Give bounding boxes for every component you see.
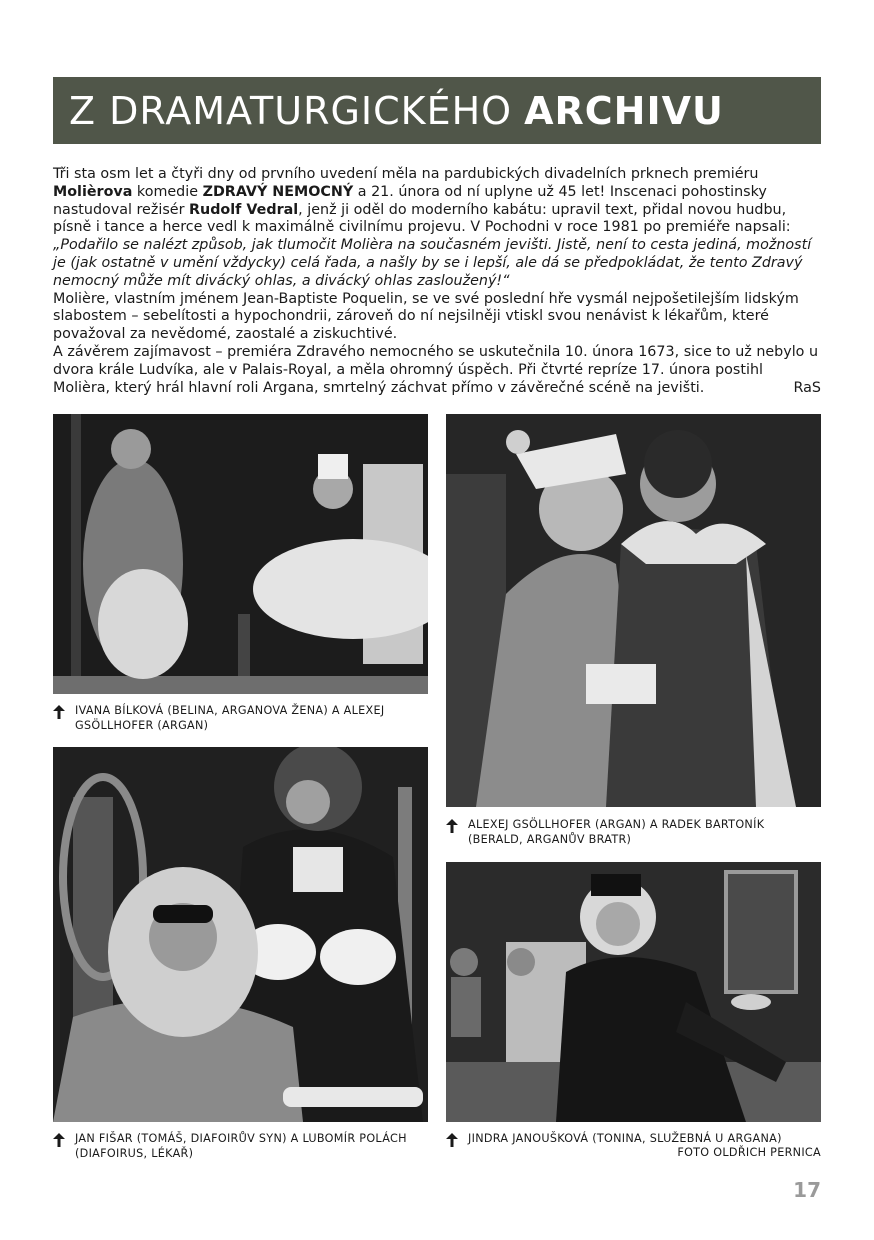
page-number: 17	[793, 1178, 821, 1202]
review-quote: „Podařilo se nalézt způsob, jak tlumočit Molièra na současném jevišti. Jistě, není to cesta jediná, možností je (jak ostatně v umění vždycky) celá řada, a našly by se i lepší, ale dá se předpokládat, že tento Zdravý nemocný může mít divácký ohlas, a divácký ohlas zasloužený!“	[53, 237, 812, 289]
photo-belina-argan	[53, 414, 428, 694]
paragraph-1: Tři sta osm let a čtyři dny od prvního uvedení měla na pardubických divadelních prknech premiéru Molièrova komedie ZDRAVÝ NEMOCNÝ a 21. února od ní uplyne už 45 let! Inscenaci pohostinsky nastudoval režisér Rudolf Vedral, jenž ji oděl do moderního kabátu: upravil text, přidal novou hudbu, písně i tance a herce vedl k maximálně civilnímu projevu. V Pochodni v roce 1981 po premiéře napsali: „Podařilo se nalézt způsob, jak tlumočit Molièra na současném jevišti. Jistě, není to cesta jediná, možností je (jak ostatně v umění vždycky) celá řada, a našly by se i lepší, ale dá se předpokládat, že tento Zdravý nemocný může mít divácký ohlas, a divácký ohlas zasloužený!“	[53, 166, 812, 289]
arrow-up-icon	[446, 819, 458, 833]
article-text	[53, 166, 821, 397]
page-title	[53, 77, 821, 144]
title-plain: Z DRAMATURGICKÉHO	[69, 88, 513, 133]
photo-tonina	[446, 862, 821, 1122]
caption-photo-1: IVANA BÍLKOVÁ (BELINA, ARGANOVA ŽENA) A ALEXEJ GSÖLLHOFER (ARGAN)	[53, 703, 428, 733]
arrow-up-icon	[53, 1133, 65, 1147]
caption-photo-2: ALEXEJ GSÖLLHOFER (ARGAN) A RADEK BARTONÍK (BERALD, ARGANŮV BRATR)	[446, 817, 821, 847]
paragraph-3: A závěrem zajímavost – premiéra Zdravého nemocného se uskutečnila 10. února 1673, sice to už nebylo u dvora krále Ludvíka, ale v Palais-Royal, a měla ohromný úspěch. Při čtvrté repríze 17. února postihl Molièra, který hrál hlavní roli Argana, smrtelný záchvat přímo v závěrečné scéně na jevišti. RaS	[53, 343, 821, 396]
photo-tomas-diafoirus	[53, 747, 428, 1122]
paragraph-2: Molière, vlastním jménem Jean-Baptiste Poquelin, se ve své poslední hře vysmál nejpošetilejším lidským slabostem – sebelítosti a hypochondrii, zároveň do ní nejsilněji vtiskl svou nenávist k lékařům, které považoval za nevědomé, zaostalé a ziskuchtivé.	[53, 290, 799, 343]
caption-photo-4: JINDRA JANOUŠKOVÁ (TONINA, SLUŽEBNÁ U ARGANA)	[446, 1131, 821, 1146]
author-signature: RaS	[793, 379, 821, 396]
caption-photo-3: JAN FIŠAR (TOMÁŠ, DIAFOIRŮV SYN) A LUBOMÍR POLÁCH (DIAFOIRUS, LÉKAŘ)	[53, 1131, 428, 1161]
photo-argan-berald	[446, 414, 821, 807]
title-bold: ARCHIVU	[524, 88, 724, 133]
arrow-up-icon	[446, 1133, 458, 1147]
photo-credit: FOTO OLDŘICH PERNICA	[677, 1146, 821, 1159]
arrow-up-icon	[53, 705, 65, 719]
